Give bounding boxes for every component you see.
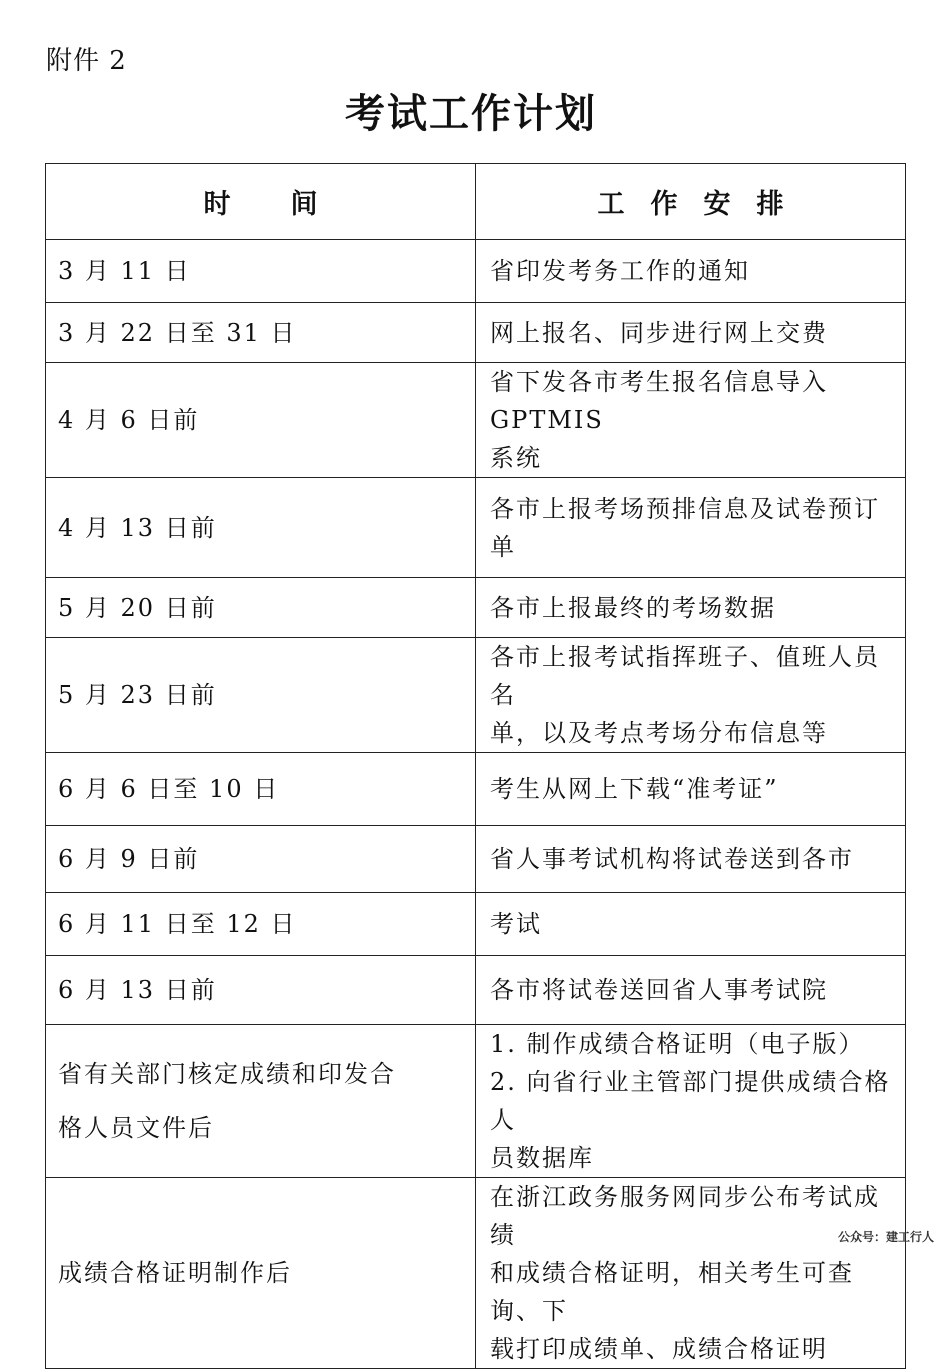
work-line: 员数据库: [490, 1144, 594, 1172]
time-cell: 6 月 13 日前: [46, 956, 476, 1025]
watermark-label: 公众号：建工行人: [837, 1230, 934, 1244]
work-line: 省人事考试机构将试卷送到各市: [490, 845, 854, 873]
work-line: 考生从网上下载“准考证”: [490, 775, 779, 803]
table-row: [46, 303, 906, 363]
time-cell: [46, 1025, 476, 1178]
work-cell: [476, 638, 906, 753]
time-cell: 6 月 6 日至 10 日: [46, 753, 476, 826]
work-line: 在浙江政务服务网同步公布考试成绩: [490, 1183, 880, 1249]
time-cell: 3 月 11 日: [46, 240, 476, 303]
work-cell: [476, 956, 906, 1025]
table-row: [46, 1178, 906, 1369]
work-line: 网上报名、同步进行网上交费: [490, 318, 828, 347]
time-cell: 6 月 9 日前: [46, 826, 476, 893]
work-cell: [476, 1025, 906, 1178]
table-row: [46, 753, 906, 826]
work-line: 和成绩合格证明，相关考生可查询、下: [490, 1259, 854, 1325]
attachment-label: 附件 2: [46, 46, 127, 76]
table-row: [46, 956, 906, 1025]
work-line: 单，以及考点考场分布信息等: [490, 719, 828, 747]
work-cell: [476, 303, 906, 363]
work-line: 各市将试卷送回省人事考试院: [490, 976, 828, 1004]
work-line: 2. 向省行业主管部门提供成绩合格人: [490, 1068, 891, 1134]
time-cell: 5 月 20 日前: [46, 578, 476, 638]
time-line: 省有关部门核定成绩和印发合: [58, 1060, 396, 1088]
work-line: 1. 制作成绩合格证明（电子版）: [490, 1030, 865, 1058]
table-row: [46, 578, 906, 638]
table-row: [46, 1025, 906, 1178]
table-row: [46, 826, 906, 893]
table-row: [46, 638, 906, 753]
table-row: [46, 363, 906, 478]
header-time: 时间: [46, 164, 476, 240]
work-line: 省下发各市考生报名信息导入 GPTMIS: [490, 368, 828, 434]
table-row: [46, 478, 906, 578]
work-line: 各市上报考场预排信息及试卷预订单: [490, 494, 880, 561]
exam-schedule-table: [45, 163, 906, 1369]
work-cell: [476, 893, 906, 956]
work-cell: [476, 240, 906, 303]
work-cell: [476, 578, 906, 638]
time-cell: 5 月 23 日前: [46, 638, 476, 753]
time-cell: 4 月 6 日前: [46, 363, 476, 478]
time-cell: 4 月 13 日前: [46, 478, 476, 578]
work-cell: [476, 826, 906, 893]
work-line: 各市上报最终的考场数据: [490, 593, 776, 622]
time-cell: 成绩合格证明制作后: [46, 1178, 476, 1369]
time-cell: 3 月 22 日至 31 日: [46, 303, 476, 363]
time-line: 格人员文件后: [58, 1114, 214, 1142]
table-row: [46, 893, 906, 956]
page-title: 考试工作计划: [345, 90, 597, 137]
work-cell: [476, 753, 906, 826]
table-row: [46, 240, 906, 303]
work-line: 省印发考务工作的通知: [490, 257, 750, 285]
work-cell: [476, 478, 906, 578]
work-line: 考试: [490, 910, 542, 938]
table-header-row: [46, 164, 906, 240]
work-cell: [476, 363, 906, 478]
work-line: 系统: [490, 444, 542, 472]
time-cell: 6 月 11 日至 12 日: [46, 893, 476, 956]
work-line: 各市上报考试指挥班子、值班人员名: [490, 643, 880, 709]
work-cell: [476, 1178, 906, 1369]
work-line: 载打印成绩单、成绩合格证明: [490, 1335, 828, 1363]
header-work: 工作安排: [476, 164, 906, 240]
